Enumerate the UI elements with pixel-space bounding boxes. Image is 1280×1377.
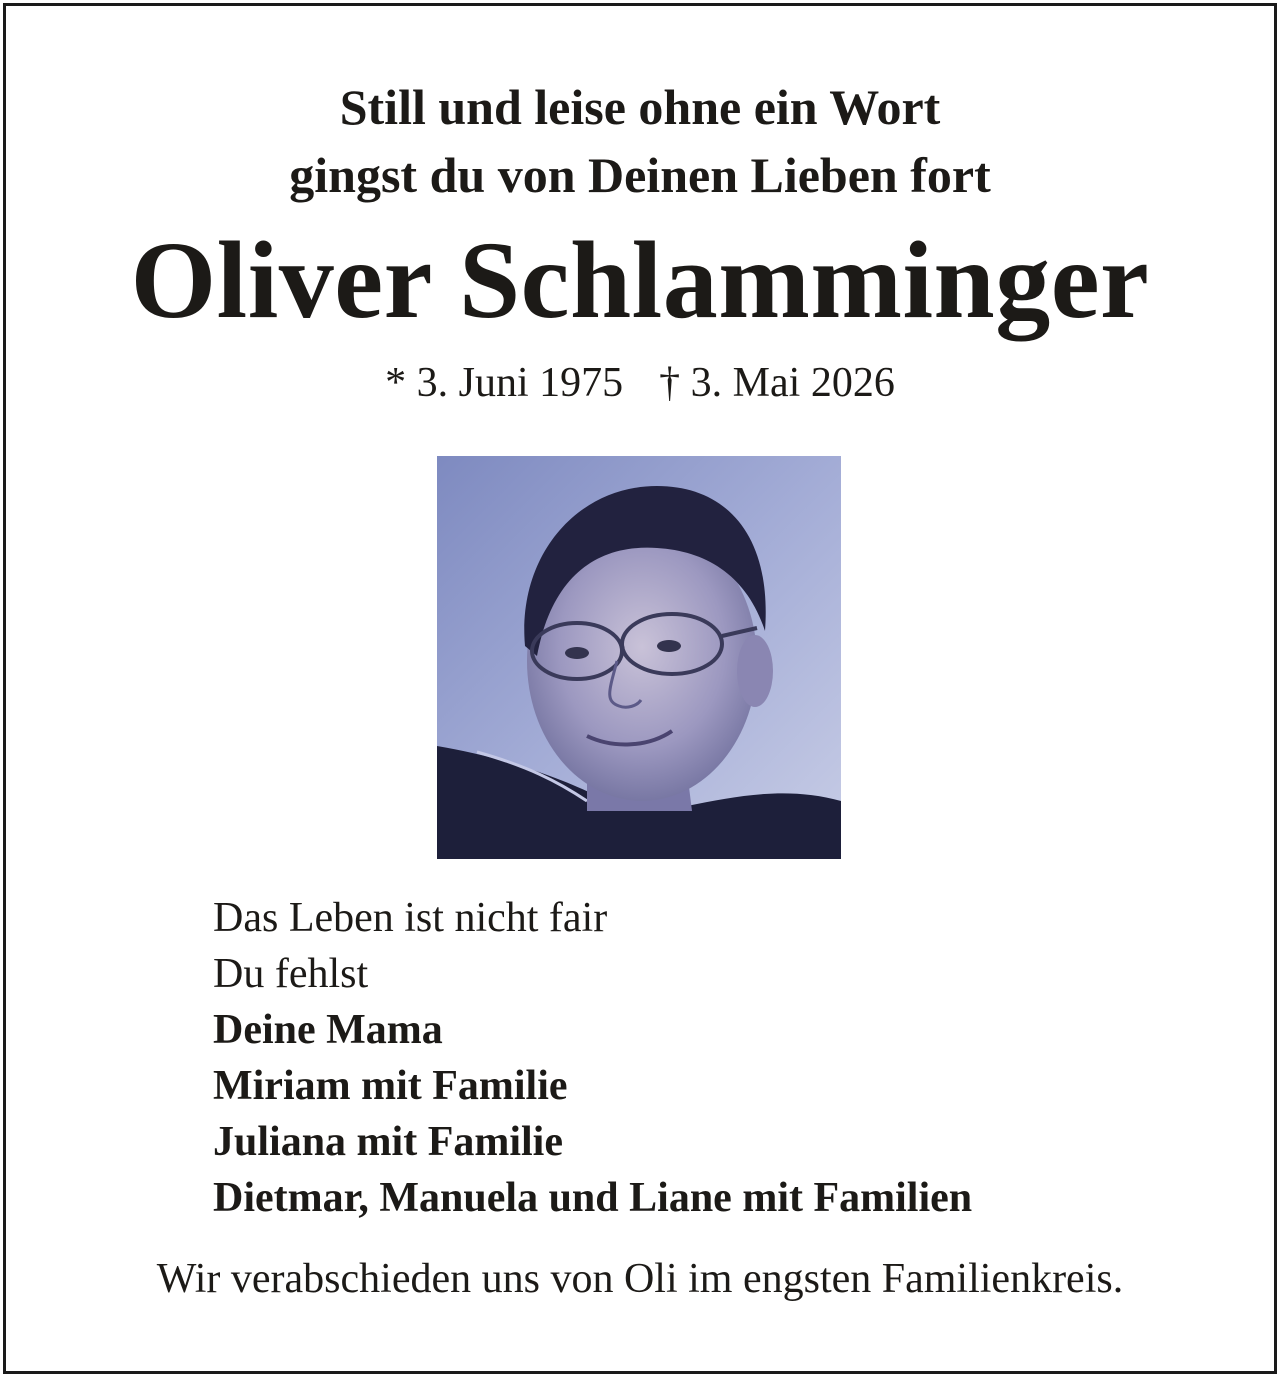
mourner-name: Dietmar, Manuela und Liane mit Familien: [213, 1175, 973, 1221]
mourner-name: Miriam mit Familie: [213, 1063, 568, 1109]
death-date: † 3. Mai 2026: [659, 360, 895, 406]
birth-date: * 3. Juni 1975: [385, 360, 624, 406]
closing-lines: [213, 890, 972, 1226]
verse-line-2: gingst du von Deinen Lieben fort: [289, 147, 991, 203]
mourner-name: Deine Mama: [213, 1007, 443, 1053]
verse-line-1: Still und leise ohne ein Wort: [339, 79, 941, 135]
message-line: Das Leben ist nicht fair: [213, 895, 608, 941]
message-line: Du fehlst: [213, 951, 369, 997]
portrait-photo: [437, 456, 841, 859]
farewell-note: Wir verabschieden uns von Oli im engsten Familienkreis.: [156, 1256, 1124, 1302]
life-dates: [0, 362, 1280, 404]
mourner-name: Juliana mit Familie: [213, 1119, 563, 1165]
deceased-name: Oliver Schlamminger: [130, 219, 1150, 341]
